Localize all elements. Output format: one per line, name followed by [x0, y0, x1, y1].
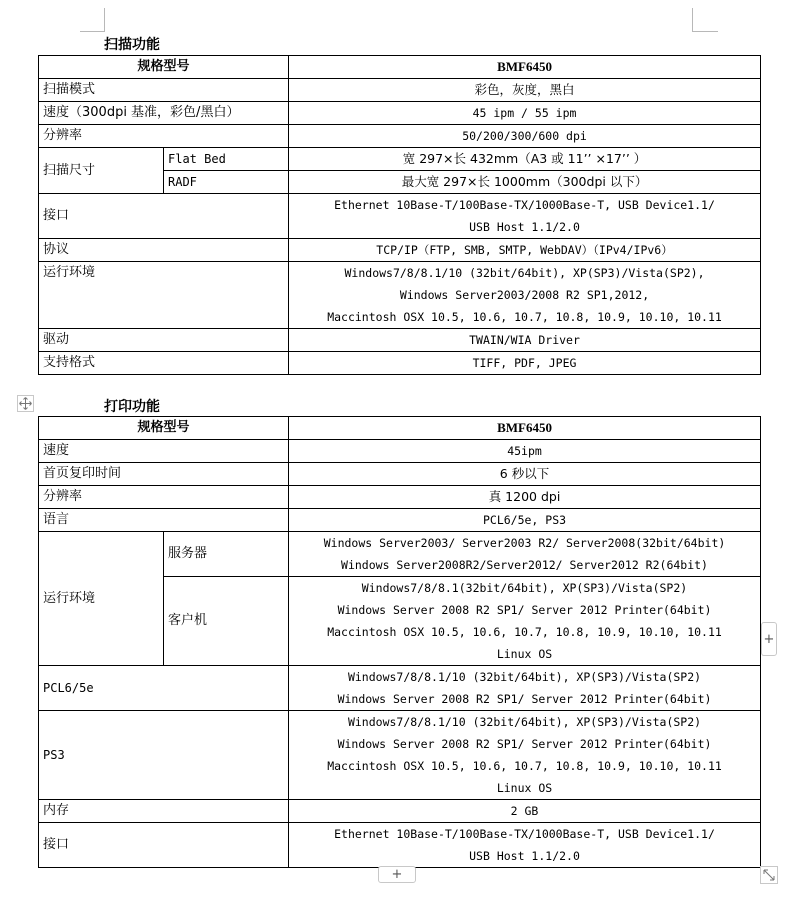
row-value	[289, 262, 761, 329]
row-value	[289, 577, 761, 666]
value-line: Windows7/8/8.1(32bit/64bit), XP(SP3)/Vista(SP2)	[361, 581, 688, 595]
row-value: 彩色，灰度，黑白	[289, 79, 761, 102]
row-value	[289, 532, 761, 577]
value-line: Windows Server2003/ Server2003 R2/ Server2008(32bit/64bit)	[323, 536, 726, 550]
value-line: Windows7/8/8.1/10 (32bit/64bit), XP(SP3)/Vista(SP2)	[347, 715, 702, 729]
table-row	[39, 329, 761, 352]
value-line: Linux OS	[496, 647, 553, 661]
table-row	[39, 239, 761, 262]
row-value: TCP/IP（FTP, SMB, SMTP, WebDAV）（IPv4/IPv6）	[289, 239, 761, 262]
table-row	[39, 509, 761, 532]
table-row	[39, 56, 761, 79]
row-value	[289, 711, 761, 800]
table-move-icon[interactable]	[17, 395, 34, 412]
row-value: 2 GB	[289, 800, 761, 823]
row-label: 接口	[39, 194, 289, 239]
crop-mark-top-right	[692, 8, 693, 32]
table-row	[39, 194, 761, 239]
table-row	[39, 711, 761, 800]
model-name: BMF6450	[289, 417, 761, 440]
spec-header-label: 规格型号	[39, 56, 289, 79]
table-row	[39, 463, 761, 486]
row-value	[289, 666, 761, 711]
scan-spec-table[interactable]	[38, 55, 761, 375]
row-value: 45 ipm / 55 ipm	[289, 102, 761, 125]
value-line: USB Host 1.1/2.0	[469, 220, 580, 234]
resize-arrows-icon	[763, 869, 775, 881]
row-value: 最大宽 297×长 1000mm（300dpi 以下）	[289, 171, 761, 194]
add-column-button[interactable]: +	[761, 622, 777, 656]
value-line: Windows Server 2008 R2 SP1/ Server 2012 Printer(64bit)	[337, 692, 712, 706]
row-label: 扫描尺寸	[39, 148, 164, 194]
row-value: 45ipm	[289, 440, 761, 463]
table-row	[39, 823, 761, 868]
row-label: 分辨率	[39, 125, 289, 148]
value-line: Maccintosh OSX 10.5, 10.6, 10.7, 10.8, 10.9, 10.10, 10.11	[327, 310, 722, 324]
value-line: Windows7/8/8.1/10 (32bit/64bit), XP(SP3)/Vista(SP2)	[347, 670, 702, 684]
row-label: 速度	[39, 440, 289, 463]
row-label: 语言	[39, 509, 289, 532]
row-label: 支持格式	[39, 352, 289, 375]
row-label: 运行环境	[39, 262, 289, 329]
row-value	[289, 823, 761, 868]
table-row	[39, 148, 761, 171]
table-row	[39, 79, 761, 102]
crop-mark-top-right	[692, 31, 718, 32]
row-label: 速度（300dpi 基准，彩色/黑白）	[39, 102, 289, 125]
scan-section-title: 扫描功能	[104, 37, 160, 53]
row-label: 协议	[39, 239, 289, 262]
value-line: USB Host 1.1/2.0	[469, 849, 580, 863]
row-value: TWAIN/WIA Driver	[289, 329, 761, 352]
table-row	[39, 486, 761, 509]
move-arrows-icon	[19, 397, 32, 410]
value-line: Ethernet 10Base-T/100Base-TX/1000Base-T, USB Device1.1/	[334, 198, 715, 212]
row-label: 内存	[39, 800, 289, 823]
row-label: 扫描模式	[39, 79, 289, 102]
row-label: PCL6/5e	[39, 666, 289, 711]
table-row	[39, 800, 761, 823]
value-line: Windows7/8/8.1/10 (32bit/64bit), XP(SP3)/Vista(SP2),	[344, 266, 705, 280]
row-value	[289, 194, 761, 239]
table-row	[39, 102, 761, 125]
table-resize-icon[interactable]	[760, 866, 778, 884]
row-label: PS3	[39, 711, 289, 800]
table-row	[39, 532, 761, 577]
print-section-title: 打印功能	[104, 399, 160, 415]
model-name: BMF6450	[289, 56, 761, 79]
value-line: Maccintosh OSX 10.5, 10.6, 10.7, 10.8, 10.9, 10.10, 10.11	[327, 759, 722, 773]
row-label: 分辨率	[39, 486, 289, 509]
value-line: Windows Server 2008 R2 SP1/ Server 2012 Printer(64bit)	[337, 603, 712, 617]
row-value: 真 1200 dpi	[289, 486, 761, 509]
row-value: 6 秒以下	[289, 463, 761, 486]
crop-mark-top-left	[104, 8, 105, 32]
table-row	[39, 417, 761, 440]
sub-label: 服务器	[164, 532, 289, 577]
value-line: Maccintosh OSX 10.5, 10.6, 10.7, 10.8, 10.9, 10.10, 10.11	[327, 625, 722, 639]
sub-label: RADF	[164, 171, 289, 194]
value-line: Windows Server2008R2/Server2012/ Server2012 R2(64bit)	[341, 558, 708, 572]
crop-mark-top-left	[80, 31, 105, 32]
sub-label: Flat Bed	[164, 148, 289, 171]
value-line: Ethernet 10Base-T/100Base-TX/1000Base-T, USB Device1.1/	[334, 827, 715, 841]
table-row	[39, 262, 761, 329]
value-line: Linux OS	[496, 781, 553, 795]
spec-header-label: 规格型号	[39, 417, 289, 440]
row-label: 运行环境	[39, 532, 164, 666]
row-label: 首页复印时间	[39, 463, 289, 486]
sub-label: 客户机	[164, 577, 289, 666]
add-row-button[interactable]: +	[378, 866, 416, 883]
print-spec-table[interactable]	[38, 416, 761, 868]
row-value: 宽 297×长 432mm（A3 或 11’’ ×17’’ ）	[289, 148, 761, 171]
row-label: 驱动	[39, 329, 289, 352]
table-row	[39, 440, 761, 463]
row-value: PCL6/5e, PS3	[289, 509, 761, 532]
value-line: Windows Server2003/2008 R2 SP1,2012,	[399, 288, 650, 302]
row-label: 接口	[39, 823, 289, 868]
row-value: TIFF, PDF, JPEG	[289, 352, 761, 375]
value-line: Windows Server 2008 R2 SP1/ Server 2012 Printer(64bit)	[337, 737, 712, 751]
row-value: 50/200/300/600 dpi	[289, 125, 761, 148]
table-row	[39, 352, 761, 375]
table-row	[39, 125, 761, 148]
table-row	[39, 666, 761, 711]
